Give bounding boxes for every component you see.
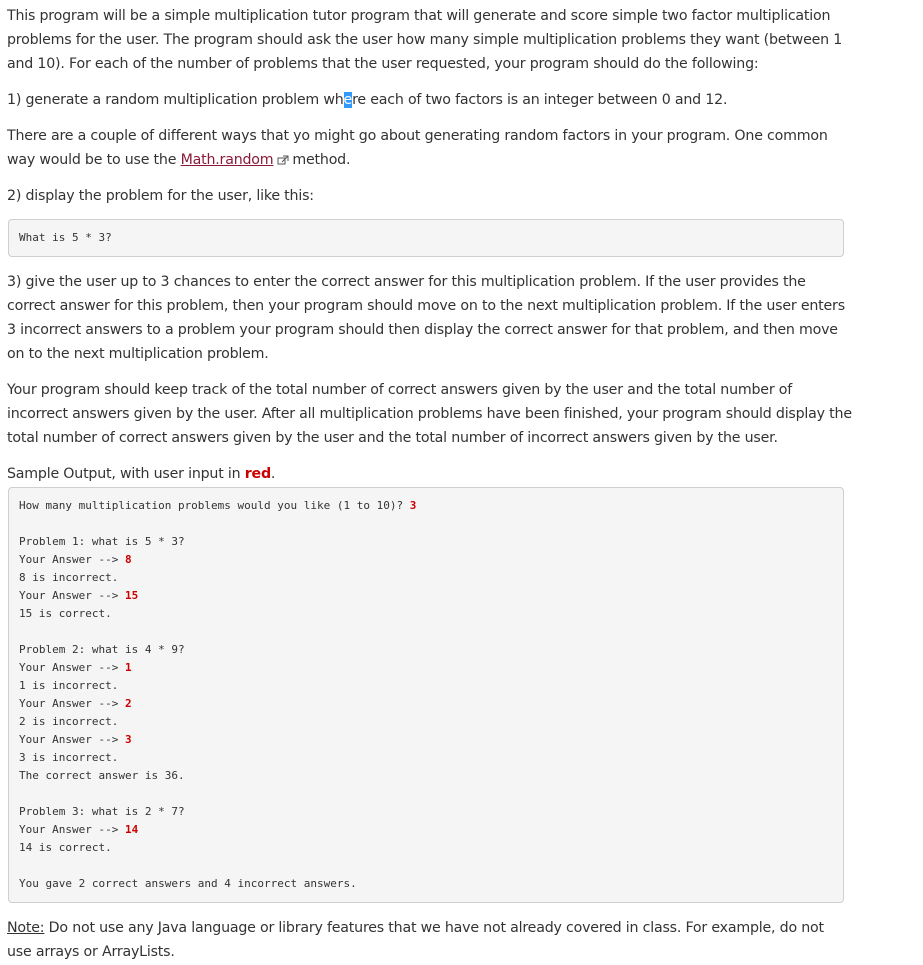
user-input-value: 3 [124, 733, 132, 746]
text-selection[interactable]: e [343, 92, 353, 108]
sample-output-text: 1 is incorrect. [19, 679, 119, 692]
sample-output-text: Your Answer --> [19, 661, 125, 674]
sample-output-line [19, 569, 118, 587]
sample-output-line [19, 875, 357, 893]
step-2-paragraph: 2) display the problem for the user, like this: [7, 188, 314, 204]
sample-heading-red: red [244, 466, 271, 482]
step-1-text-after: re each of two factors is an integer between 0 and 12. [352, 92, 728, 108]
random-paragraph [7, 124, 852, 172]
sample-output-text: Problem 2: what is 4 * 9? [19, 643, 185, 656]
sample-output-line [19, 551, 132, 569]
sample-output-line [19, 659, 132, 677]
sample-output-text: Your Answer --> [19, 697, 125, 710]
note-paragraph [7, 916, 852, 964]
tracking-paragraph: Your program should keep track of the total number of correct answers given by the user and the total number of incorrect answers given by the user. After all multiplication problems have been finished, your program should display the total number of correct answers given by the user and the total number of incorrect answers given by the user. [7, 382, 852, 446]
example-code-block [8, 219, 844, 257]
sample-output-line [19, 713, 118, 731]
sample-heading-period: . [270, 466, 276, 482]
user-input-value: 3 [409, 499, 417, 512]
sample-output-line [19, 767, 185, 785]
sample-heading-text: Sample Output, with user input in [7, 466, 245, 482]
sample-output-line [19, 803, 185, 821]
sample-output-text: Your Answer --> [19, 589, 125, 602]
step-3-paragraph: 3) give the user up to 3 chances to enter the correct answer for this multiplication problem. If the user provides the correct answer for this problem, then your program should move on to the next multiplication problem. If the user enters 3 incorrect answers to a problem your program should then display the correct answer for that problem, and then move on to the next multiplication problem. [7, 274, 845, 362]
sample-output-line [19, 695, 132, 713]
sample-output-text: 8 is incorrect. [19, 571, 119, 584]
sample-output-line [19, 497, 416, 515]
user-input-value: 1 [124, 661, 132, 674]
external-link-icon[interactable] [277, 155, 289, 165]
random-text-before: There are a couple of different ways that yo might go about generating random factors in your program. One common way would be to use the [7, 128, 828, 168]
sample-output-text: 3 is incorrect. [19, 751, 119, 764]
sample-output-block [8, 487, 844, 903]
sample-output-line [19, 839, 112, 857]
sample-output-text: Problem 1: what is 5 * 3? [19, 535, 185, 548]
sample-output-text: Your Answer --> [19, 823, 125, 836]
sample-output-line [19, 821, 138, 839]
intro-paragraph: This program will be a simple multiplication tutor program that will generate and score simple two factor multiplication problems for the user. The program should ask the user how many simple multiplication problems they want (between 1 and 10). For each of the number of problems that the user requested, your program should do the following: [7, 8, 843, 72]
note-text: Do not use any Java language or library features that we have not already covered in class. For example, do not use arrays or ArrayLists. [7, 920, 824, 960]
sample-output-line [19, 533, 185, 551]
user-input-value: 15 [124, 589, 139, 602]
sample-output-text: Your Answer --> [19, 733, 125, 746]
sample-output-line [19, 731, 132, 749]
user-input-value: 2 [124, 697, 132, 710]
sample-output-line [19, 605, 112, 623]
sample-output-line [19, 641, 185, 659]
sample-output-text: 2 is incorrect. [19, 715, 119, 728]
sample-output-text: How many multiplication problems would you like (1 to 10)? [19, 499, 410, 512]
note-label: Note: [7, 920, 45, 936]
sample-output-line [19, 749, 118, 767]
math-random-link[interactable]: Math.random [180, 152, 274, 168]
sample-output-text: You gave 2 correct answers and 4 incorrect answers. [19, 877, 357, 890]
example-code-line: What is 5 * 3? [19, 231, 112, 244]
sample-output-text: Your Answer --> [19, 553, 125, 566]
sample-output-text: The correct answer is 36. [19, 769, 185, 782]
user-input-value: 8 [124, 553, 132, 566]
sample-output-line [19, 587, 138, 605]
sample-output-heading [7, 462, 852, 486]
sample-output-text: 14 is correct. [19, 841, 112, 854]
sample-output-text: Problem 3: what is 2 * 7? [19, 805, 185, 818]
step-1-text-before: 1) generate a random multiplication problem wh [7, 92, 344, 108]
sample-output-text: 15 is correct. [19, 607, 112, 620]
random-text-after: method. [292, 152, 351, 168]
user-input-value: 14 [124, 823, 139, 836]
sample-output-line [19, 677, 118, 695]
step-1-paragraph [7, 88, 852, 112]
